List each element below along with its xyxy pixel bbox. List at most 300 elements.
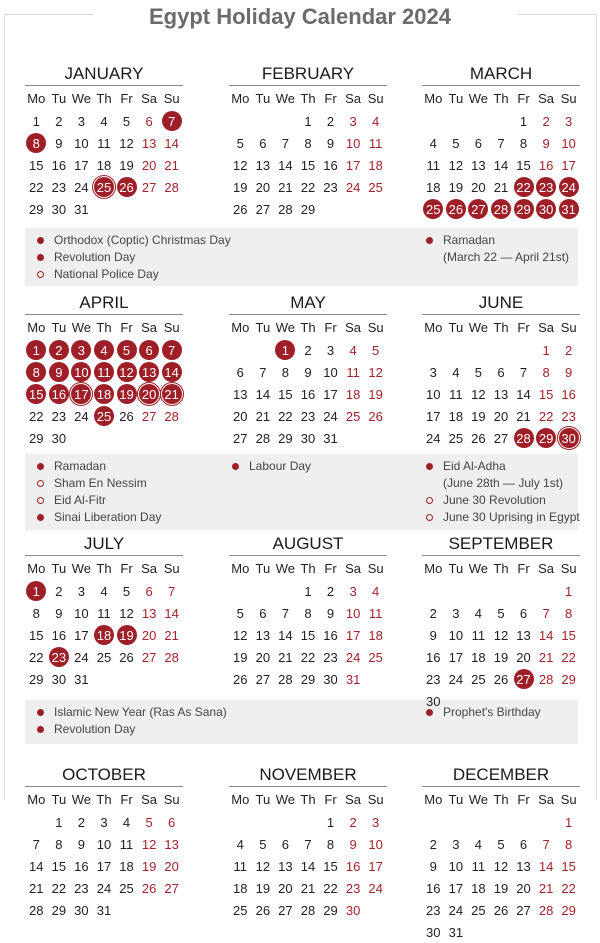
day-cell: 6 xyxy=(497,364,505,380)
day-cell: 14 xyxy=(538,858,554,874)
day-cell: 9 xyxy=(55,135,63,151)
day-cell: 12 xyxy=(141,836,157,852)
legend-label: Ramadan xyxy=(54,459,107,473)
legend-label: June 30 Revolution xyxy=(443,493,546,507)
filled-dot-icon xyxy=(232,463,239,470)
week-row xyxy=(229,624,387,646)
month-name: AUGUST xyxy=(229,533,387,556)
legend-column-left xyxy=(37,232,231,283)
empty-cell xyxy=(138,899,161,921)
weekday-header xyxy=(422,86,580,110)
empty-cell xyxy=(274,110,297,132)
day-cell: 13 xyxy=(255,627,271,643)
weekday-label: Su xyxy=(367,319,384,335)
day-cell: 28 xyxy=(164,408,179,424)
week-row xyxy=(25,580,183,602)
week-row xyxy=(25,877,183,899)
outline-dot-icon xyxy=(426,497,433,504)
day-cell: 16 xyxy=(345,858,361,874)
day-cell: 10 xyxy=(96,836,112,852)
day-cell: 9 xyxy=(326,135,335,151)
legend-note: (June 28th — July 1st) xyxy=(443,476,564,490)
day-cell: 28 xyxy=(278,201,293,217)
day-cell: 19 xyxy=(115,383,138,405)
day-cell: 17 xyxy=(448,880,464,896)
day-cell: 4 xyxy=(372,583,380,599)
month-may xyxy=(229,292,387,449)
day-cell: 8 xyxy=(565,836,573,852)
day-cell: 29 xyxy=(29,430,44,446)
weekday-label: We xyxy=(468,319,489,335)
day-cell: 18 xyxy=(426,179,441,195)
day-cell: 9 xyxy=(565,364,573,380)
day-cell: 20 xyxy=(278,880,293,896)
day-cell: 21 xyxy=(29,880,44,896)
day-cell: 2 xyxy=(304,342,312,358)
day-cell: 8 xyxy=(542,364,550,380)
day-cell: 31 xyxy=(345,671,361,687)
day-cell: 12 xyxy=(493,627,509,643)
day-cell: 7 xyxy=(281,135,290,151)
day-cell: 8 xyxy=(326,836,335,852)
day-cell: 13 xyxy=(255,157,271,173)
legend-column-right xyxy=(426,704,541,721)
week-row xyxy=(229,132,387,154)
day-cell: 2 xyxy=(542,113,550,129)
weekday-label: Fr xyxy=(120,90,133,106)
day-cell: 7 xyxy=(32,836,40,852)
day-cell: 18 xyxy=(119,858,134,874)
day-cell: 22 xyxy=(512,176,535,198)
weekday-label: Mo xyxy=(27,319,46,335)
empty-cell xyxy=(319,198,342,220)
day-cell: 16 xyxy=(51,157,67,173)
day-cell: 27 xyxy=(493,430,509,446)
day-cell: 29 xyxy=(29,671,44,687)
empty-cell xyxy=(160,198,183,220)
month-name: OCTOBER xyxy=(25,764,183,787)
day-cell: 10 xyxy=(345,135,361,151)
week-row xyxy=(422,602,580,624)
day-cell: 11 xyxy=(346,364,360,380)
legend-label: Prophet's Birthday xyxy=(443,705,541,719)
empty-cell xyxy=(512,811,535,833)
empty-cell xyxy=(93,198,116,220)
day-cell: 28 xyxy=(255,430,271,446)
holiday-legend xyxy=(25,228,578,286)
day-cell: 2 xyxy=(55,113,63,129)
day-cell: 20 xyxy=(233,408,248,424)
day-cell: 4 xyxy=(349,342,357,358)
week-row xyxy=(422,877,580,899)
day-cell: 11 xyxy=(426,157,441,173)
week-row xyxy=(25,811,183,833)
day-cell: 27 xyxy=(141,179,157,195)
empty-cell xyxy=(297,811,320,833)
weekday-header xyxy=(422,556,580,580)
week-row xyxy=(422,668,580,690)
day-cell: 19 xyxy=(471,408,486,424)
day-cell: 18 xyxy=(233,880,248,896)
week-row xyxy=(229,427,387,449)
day-cell: 5 xyxy=(122,113,131,129)
day-cell: 13 xyxy=(516,858,531,874)
day-cell: 11 xyxy=(233,858,248,874)
week-row xyxy=(25,110,183,132)
day-cell: 9 xyxy=(304,364,312,380)
empty-cell xyxy=(535,921,558,943)
day-cell: 17 xyxy=(448,649,464,665)
weekday-label: Sa xyxy=(345,560,362,576)
month-september xyxy=(422,533,580,712)
day-cell: 3 xyxy=(77,113,86,129)
day-cell: 9 xyxy=(48,361,71,383)
day-cell: 24 xyxy=(96,880,112,896)
day-cell: 6 xyxy=(259,135,267,151)
weekday-label: Th xyxy=(493,791,509,807)
day-cell: 5 xyxy=(145,814,153,830)
legend-label: Labour Day xyxy=(249,459,312,473)
legend-column-left xyxy=(37,704,227,738)
day-cell: 2 xyxy=(326,583,335,599)
weekday-label: We xyxy=(275,90,296,106)
day-cell: 7 xyxy=(281,605,290,621)
day-cell: 15 xyxy=(278,386,293,402)
day-cell: 12 xyxy=(448,157,464,173)
day-cell: 5 xyxy=(452,135,460,151)
day-cell: 10 xyxy=(561,135,576,151)
filled-dot-icon xyxy=(37,514,44,521)
weekday-label: Sa xyxy=(141,90,158,106)
day-cell: 30 xyxy=(426,693,441,709)
day-cell: 20 xyxy=(255,649,271,665)
legend-label: Revolution Day xyxy=(54,722,136,736)
day-cell: 12 xyxy=(119,605,134,621)
day-cell: 20 xyxy=(138,383,161,405)
day-cell: 15 xyxy=(516,157,531,173)
legend-label: Eid Al-Fitr xyxy=(54,493,107,507)
day-cell: 8 xyxy=(32,605,40,621)
day-cell: 27 xyxy=(141,649,157,665)
weekday-label: Tu xyxy=(255,319,271,335)
day-cell: 16 xyxy=(426,880,441,896)
legend-item xyxy=(37,266,231,283)
day-cell: 18 xyxy=(368,157,383,173)
weekday-label: Fr xyxy=(517,560,530,576)
week-row xyxy=(25,624,183,646)
week-row xyxy=(25,176,183,198)
day-cell: 30 xyxy=(300,430,316,446)
day-cell: 21 xyxy=(538,649,554,665)
day-cell: 16 xyxy=(561,386,576,402)
day-cell: 10 xyxy=(74,605,89,621)
day-cell: 19 xyxy=(115,624,138,646)
empty-cell xyxy=(252,580,275,602)
day-cell: 21 xyxy=(300,880,316,896)
day-cell: 24 xyxy=(557,176,580,198)
day-cell: 12 xyxy=(255,858,271,874)
empty-cell xyxy=(422,110,445,132)
weekday-label: Tu xyxy=(51,319,67,335)
week-row xyxy=(422,198,580,220)
empty-cell xyxy=(557,921,580,943)
day-cell: 25 xyxy=(471,902,486,918)
day-cell: 14 xyxy=(538,627,554,643)
day-cell: 22 xyxy=(278,408,293,424)
month-march xyxy=(422,63,580,220)
weekday-label: Tu xyxy=(448,791,464,807)
weekday-label: Fr xyxy=(324,791,337,807)
week-row xyxy=(422,646,580,668)
legend-column-right xyxy=(426,458,580,526)
day-cell: 7 xyxy=(160,110,183,132)
day-cell: 9 xyxy=(349,836,357,852)
legend-item xyxy=(37,232,231,249)
weekday-label: Sa xyxy=(538,560,555,576)
legend-note: (March 22 — April 21st) xyxy=(443,250,570,264)
week-row xyxy=(422,580,580,602)
day-cell: 10 xyxy=(448,627,464,643)
legend-item xyxy=(426,458,580,475)
empty-cell xyxy=(274,580,297,602)
legend-item xyxy=(426,232,569,249)
day-cell: 2 xyxy=(326,113,335,129)
day-cell: 12 xyxy=(471,386,486,402)
empty-cell xyxy=(115,899,138,921)
day-cell: 16 xyxy=(538,157,554,173)
day-cell: 24 xyxy=(426,430,441,446)
weekday-label: Tu xyxy=(448,90,464,106)
month-name: DECEMBER xyxy=(422,764,580,787)
holiday-legend xyxy=(25,700,578,744)
week-row xyxy=(229,154,387,176)
week-row xyxy=(25,833,183,855)
day-cell: 30 xyxy=(51,201,67,217)
day-cell: 29 xyxy=(535,427,558,449)
day-cell: 13 xyxy=(233,386,248,402)
day-cell: 24 xyxy=(74,179,89,195)
day-cell: 8 xyxy=(519,135,528,151)
day-cell: 17 xyxy=(70,383,93,405)
frame-right xyxy=(596,14,597,800)
day-cell: 6 xyxy=(145,113,153,129)
day-cell: 10 xyxy=(448,858,464,874)
day-cell: 9 xyxy=(542,135,550,151)
day-cell: 18 xyxy=(471,649,486,665)
day-cell: 19 xyxy=(233,649,248,665)
legend-label: Sinai Liberation Day xyxy=(54,510,162,524)
legend-item xyxy=(37,492,161,509)
day-cell: 6 xyxy=(138,339,161,361)
week-row xyxy=(229,176,387,198)
day-cell: 9 xyxy=(77,836,86,852)
weekday-label: Th xyxy=(96,319,112,335)
day-cell: 14 xyxy=(493,157,509,173)
week-row xyxy=(422,855,580,877)
week-row xyxy=(229,383,387,405)
day-cell: 5 xyxy=(497,605,505,621)
weekday-label: Mo xyxy=(424,90,443,106)
month-january xyxy=(25,63,183,220)
weekday-header xyxy=(25,86,183,110)
weekday-label: Mo xyxy=(231,90,250,106)
day-cell: 23 xyxy=(51,408,67,424)
weekday-header xyxy=(25,556,183,580)
week-row xyxy=(229,361,387,383)
day-cell: 13 xyxy=(138,361,161,383)
empty-cell xyxy=(342,427,365,449)
day-cell: 1 xyxy=(304,113,312,129)
weekday-label: Su xyxy=(163,560,180,576)
day-cell: 1 xyxy=(519,113,528,129)
day-cell: 26 xyxy=(445,198,468,220)
day-cell: 19 xyxy=(119,157,134,173)
day-cell: 4 xyxy=(372,113,380,129)
weekday-label: Mo xyxy=(424,791,443,807)
empty-cell xyxy=(138,198,161,220)
day-cell: 24 xyxy=(368,880,383,896)
day-cell: 31 xyxy=(74,201,89,217)
week-row xyxy=(25,899,183,921)
day-cell: 27 xyxy=(233,430,248,446)
day-cell: 26 xyxy=(119,649,134,665)
weekday-label: Fr xyxy=(517,791,530,807)
day-cell: 23 xyxy=(426,902,441,918)
weekday-label: Su xyxy=(163,90,180,106)
week-row xyxy=(25,668,183,690)
weekday-label: Sa xyxy=(538,791,555,807)
weekday-label: Sa xyxy=(538,90,555,106)
day-cell: 31 xyxy=(557,198,580,220)
day-cell: 24 xyxy=(345,179,361,195)
empty-cell xyxy=(93,668,116,690)
empty-cell xyxy=(490,921,513,943)
day-cell: 2 xyxy=(565,342,573,358)
day-cell: 1 xyxy=(326,814,335,830)
empty-cell xyxy=(342,198,365,220)
week-row xyxy=(422,176,580,198)
day-cell: 2 xyxy=(429,605,437,621)
weekday-label: Sa xyxy=(345,791,362,807)
weekday-label: Sa xyxy=(141,560,158,576)
day-cell: 11 xyxy=(471,858,486,874)
day-cell: 16 xyxy=(300,386,316,402)
week-row xyxy=(25,646,183,668)
legend-column-right xyxy=(426,232,569,266)
day-cell: 4 xyxy=(474,605,483,621)
week-row xyxy=(422,154,580,176)
day-cell: 25 xyxy=(368,649,383,665)
day-cell: 6 xyxy=(281,836,290,852)
month-name: MAY xyxy=(229,292,387,315)
day-cell: 21 xyxy=(164,627,179,643)
day-cell: 27 xyxy=(255,671,271,687)
weekday-header xyxy=(25,315,183,339)
day-cell: 20 xyxy=(516,880,531,896)
day-cell: 30 xyxy=(74,902,89,918)
day-cell: 13 xyxy=(516,627,531,643)
week-row xyxy=(422,110,580,132)
filled-dot-icon xyxy=(37,237,44,244)
day-cell: 14 xyxy=(160,361,183,383)
day-cell: 24 xyxy=(448,671,464,687)
legend-item xyxy=(37,509,161,526)
week-row xyxy=(229,110,387,132)
empty-cell xyxy=(445,580,468,602)
page-title: Egypt Holiday Calendar 2024 xyxy=(149,4,451,29)
day-cell: 7 xyxy=(519,364,528,380)
weekday-label: Mo xyxy=(27,791,46,807)
day-cell: 11 xyxy=(449,386,463,402)
day-cell: 17 xyxy=(74,157,89,173)
day-cell: 8 xyxy=(304,135,312,151)
day-cell: 7 xyxy=(160,339,183,361)
day-cell: 16 xyxy=(74,858,89,874)
day-cell: 23 xyxy=(48,646,71,668)
day-cell: 12 xyxy=(115,361,138,383)
day-cell: 21 xyxy=(278,179,293,195)
week-row xyxy=(25,405,183,427)
day-cell: 26 xyxy=(119,408,134,424)
week-row xyxy=(422,405,580,427)
week-row xyxy=(25,427,183,449)
day-cell: 1 xyxy=(565,814,573,830)
day-cell: 7 xyxy=(304,836,312,852)
week-row xyxy=(229,833,387,855)
filled-dot-icon xyxy=(426,463,433,470)
month-august xyxy=(229,533,387,690)
day-cell: 22 xyxy=(561,880,576,896)
day-cell: 26 xyxy=(115,176,138,198)
legend-column-middle xyxy=(232,458,311,475)
day-cell: 26 xyxy=(233,671,248,687)
weekday-label: Sa xyxy=(345,319,362,335)
day-cell: 10 xyxy=(70,361,93,383)
day-cell: 30 xyxy=(323,671,338,687)
day-cell: 24 xyxy=(74,649,89,665)
empty-cell xyxy=(445,811,468,833)
day-cell: 12 xyxy=(119,135,134,151)
day-cell: 4 xyxy=(429,135,437,151)
empty-cell xyxy=(445,110,468,132)
day-cell: 13 xyxy=(471,157,486,173)
day-cell: 7 xyxy=(542,836,550,852)
day-cell: 4 xyxy=(100,583,108,599)
weekday-label: Su xyxy=(367,560,384,576)
day-cell: 10 xyxy=(74,135,89,151)
day-cell: 3 xyxy=(429,364,437,380)
day-cell: 3 xyxy=(452,605,460,621)
empty-cell xyxy=(422,811,445,833)
weekday-header xyxy=(422,315,580,339)
day-cell: 12 xyxy=(233,627,248,643)
empty-cell xyxy=(115,668,138,690)
filled-dot-icon xyxy=(37,709,44,716)
day-cell: 19 xyxy=(493,880,509,896)
day-cell: 25 xyxy=(96,649,112,665)
day-cell: 25 xyxy=(93,176,116,198)
empty-cell xyxy=(422,580,445,602)
empty-cell xyxy=(490,811,513,833)
empty-cell xyxy=(25,811,48,833)
day-cell: 17 xyxy=(345,627,361,643)
weekday-label: Mo xyxy=(27,560,46,576)
day-cell: 3 xyxy=(349,583,357,599)
weekday-label: Fr xyxy=(120,791,133,807)
empty-cell xyxy=(535,580,558,602)
weekday-label: We xyxy=(468,791,489,807)
week-row xyxy=(25,602,183,624)
